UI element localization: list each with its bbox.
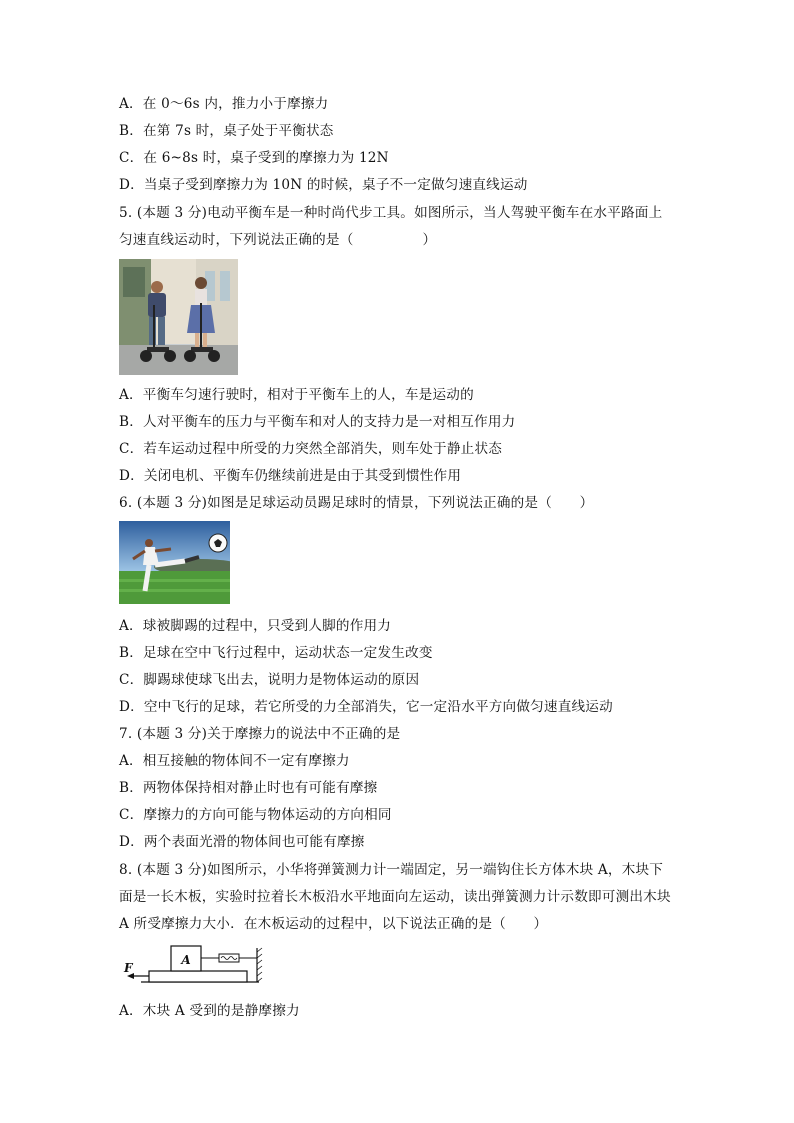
- q5-option-a: A．平衡车匀速行驶时，相对于平衡车上的人，车是运动的: [119, 387, 474, 403]
- force-f-label: F: [124, 961, 133, 975]
- q7-option-a: A．相互接触的物体间不一定有摩擦力: [119, 753, 350, 769]
- q8-stem-line2: 面是一长木板，实验时拉着长木板沿水平地面向左运动，读出弹簧测力计示数即可测出木块: [119, 889, 671, 905]
- q4-option-d: D．当桌子受到摩擦力为 10N 的时候，桌子不一定做匀速直线运动: [119, 177, 528, 193]
- q4-option-c: C．在 6~8s 时，桌子受到的摩擦力为 12N: [119, 150, 389, 166]
- q6-option-b: B．足球在空中飞行过程中，运动状态一定发生改变: [119, 645, 433, 661]
- q7-option-c: C．摩擦力的方向可能与物体运动的方向相同: [119, 807, 392, 823]
- q8-option-a: A．木块 A 受到的是静摩擦力: [119, 1003, 300, 1019]
- q4-option-a: A．在 0～6s 内，推力小于摩擦力: [119, 96, 329, 112]
- q5-stem-line2: 匀速直线运动时，下列说法正确的是（ ）: [119, 232, 437, 248]
- football-kick-photo: [119, 521, 230, 604]
- q5-option-c: C．若车运动过程中所受的力突然全部消失，则车处于静止状态: [119, 441, 503, 457]
- q6-option-c: C．脚踢球使球飞出去，说明力是物体运动的原因: [119, 672, 420, 688]
- q6-stem: 6. (本题 3 分)如图是足球运动员踢足球时的情景，下列说法正确的是（ ）: [119, 495, 594, 511]
- q5-stem-line1: 5. (本题 3 分)电动平衡车是一种时尚代步工具。如图所示，当人驾驶平衡车在水平路面上: [119, 205, 663, 221]
- q7-stem: 7. (本题 3 分)关于摩擦力的说法中不正确的是: [119, 726, 401, 742]
- balance-scooter-photo: [119, 259, 238, 375]
- q4-option-b: B．在第 7s 时，桌子处于平衡状态: [119, 123, 334, 139]
- q7-option-d: D．两个表面光滑的物体间也可能有摩擦: [119, 834, 365, 850]
- balance-scooter-illustration: [119, 259, 238, 375]
- friction-experiment-diagram: [119, 940, 264, 990]
- football-kick-illustration: [119, 521, 230, 604]
- q8-stem-line1: 8. (本题 3 分)如图所示，小华将弹簧测力计一端固定，另一端钩住长方体木块 A，木块下: [119, 862, 664, 878]
- block-a-label: A: [181, 953, 191, 967]
- q5-option-d: D．关闭电机、平衡车仍继续前进是由于其受到惯性作用: [119, 468, 462, 484]
- q7-option-b: B．两物体保持相对静止时也有可能有摩擦: [119, 780, 378, 796]
- q8-stem-line3: A 所受摩擦力大小．在木板运动的过程中，以下说法正确的是（ ）: [119, 916, 548, 932]
- friction-experiment-svg: [119, 940, 264, 990]
- q6-option-a: A．球被脚踢的过程中，只受到人脚的作用力: [119, 618, 392, 634]
- q6-option-d: D．空中飞行的足球，若它所受的力全部消失，它一定沿水平方向做匀速直线运动: [119, 699, 613, 715]
- q5-option-b: B．人对平衡车的压力与平衡车和对人的支持力是一对相互作用力: [119, 414, 516, 430]
